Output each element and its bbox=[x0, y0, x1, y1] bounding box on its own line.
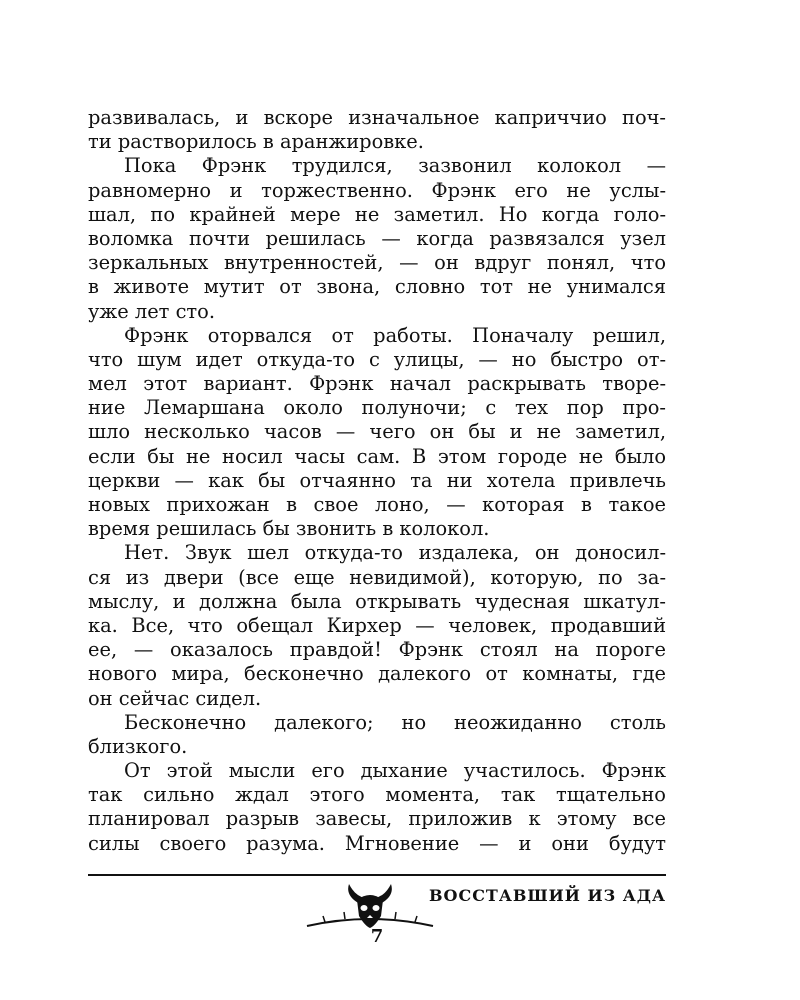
text-line: развивалась, и вскоре изначальное каприччио поч- bbox=[88, 106, 666, 129]
text-line: в животе мутит от звона, словно тот не унимался bbox=[88, 275, 666, 299]
text-line: равномерно и торжественно. Фрэнк его не услы- bbox=[88, 178, 666, 202]
text-line: что шум идет откуда-то с улицы, — но быстро от- bbox=[88, 347, 666, 371]
text-line: уже лет сто. bbox=[88, 299, 215, 323]
text-line: Бесконечно далекого; но неожиданно столь bbox=[124, 710, 666, 734]
text-line: От этой мысли его дыхание участилось. Фрэнк bbox=[124, 759, 666, 783]
running-title: ВОССТАВШИЙ ИЗ АДА bbox=[429, 886, 666, 905]
text-line: Нет. Звук шел откуда-то издалека, он доносил- bbox=[124, 541, 666, 565]
text-line: так сильно ждал этого момента, так тщательно bbox=[88, 783, 666, 807]
text-line: близкого. bbox=[88, 734, 188, 758]
body-text bbox=[88, 106, 666, 856]
text-line: мел этот вариант. Фрэнк начал раскрывать творе- bbox=[88, 372, 666, 396]
text-line: ся из двери (все еще невидимой), которую, по за- bbox=[88, 565, 666, 589]
text-line: планировал разрыв завесы, приложив к этому все bbox=[88, 807, 666, 831]
text-line: шал, по крайней мере не заметил. Но когда голо- bbox=[88, 202, 666, 226]
text-line: если бы не носил часы сам. В этом городе не было bbox=[88, 444, 666, 468]
text-line: он сейчас сидел. bbox=[88, 686, 262, 710]
text-line: зеркальных внутренностей, — он вдруг понял, что bbox=[88, 251, 666, 275]
text-line: силы своего разума. Мгновение — и они будут bbox=[88, 831, 666, 855]
text-line: Пока Фрэнк трудился, зазвонил колокол — bbox=[124, 154, 666, 178]
text-line: ка. Все, что обещал Кирхер — человек, продавший bbox=[88, 613, 666, 637]
text-line: ее, — оказалось правдой! Фрэнк стоял на пороге bbox=[88, 638, 666, 662]
text-line: мыслу, и должна была открывать чудесная шкатул- bbox=[88, 589, 666, 613]
text-line: церкви — как бы отчаянно та ни хотела привлечь bbox=[88, 468, 666, 492]
page-number: 7 bbox=[370, 926, 384, 947]
text-line: Фрэнк оторвался от работы. Поначалу решил, bbox=[124, 323, 666, 347]
footer-rule bbox=[88, 874, 666, 876]
text-line: ти растворилось в аранжировке. bbox=[88, 130, 424, 154]
text-line: воломка почти решилась — когда развязался узел bbox=[88, 226, 666, 250]
text-line: шло несколько часов — чего он бы и не заметил, bbox=[88, 420, 666, 444]
text-line: время решилась бы звонить в колокол. bbox=[88, 517, 490, 541]
text-line: ние Лемаршана около полуночи; с тех пор про- bbox=[88, 396, 666, 420]
text-line: новых прихожан в свое лоно, — которая в такое bbox=[88, 493, 666, 516]
text-line: нового мира, бесконечно далекого от комнаты, где bbox=[88, 662, 666, 686]
